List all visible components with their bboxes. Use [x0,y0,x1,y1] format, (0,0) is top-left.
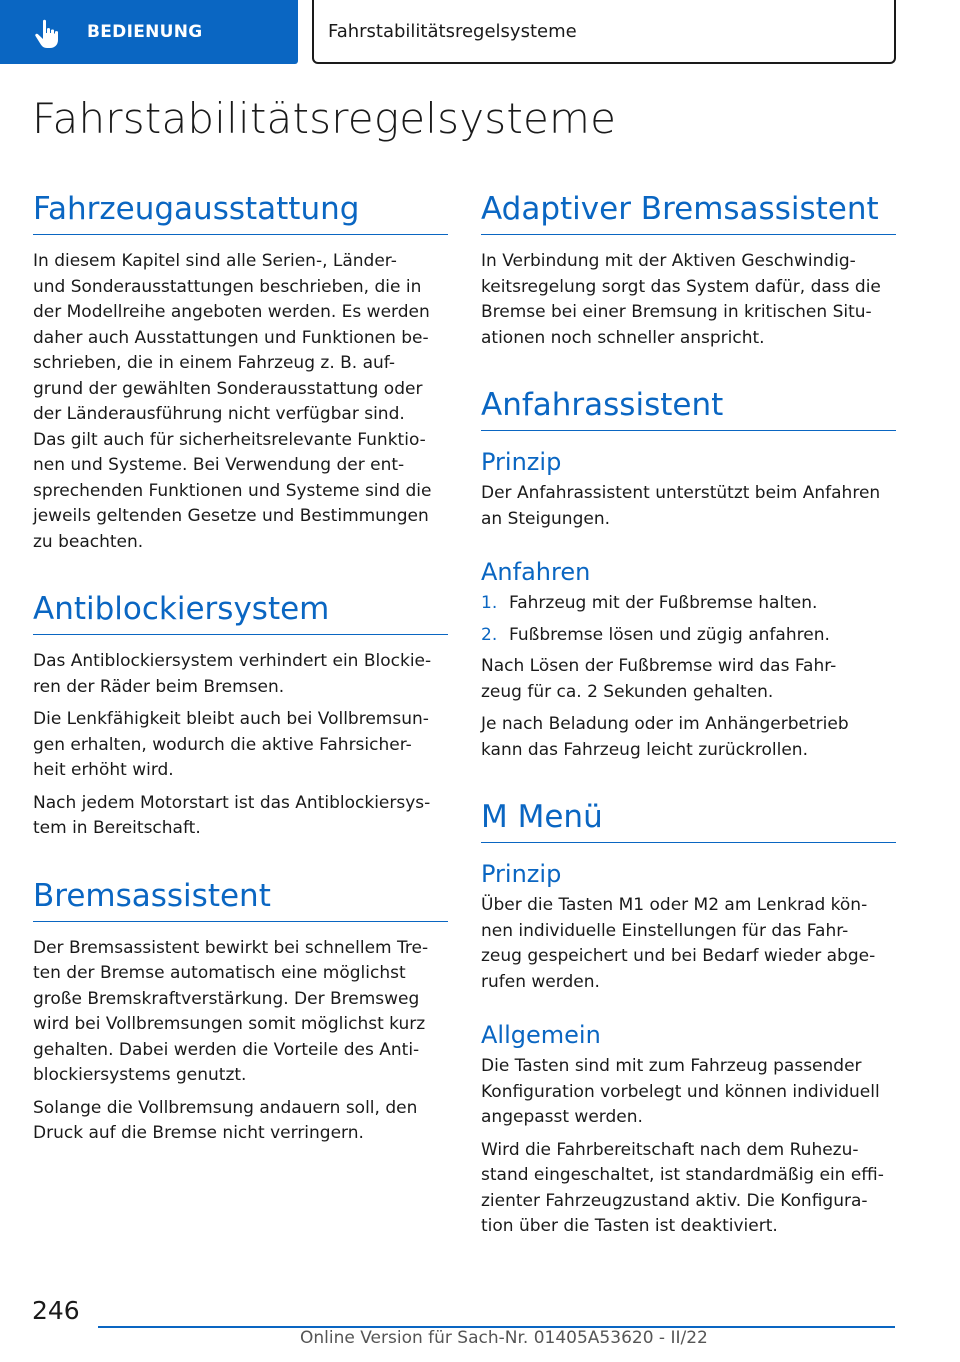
section-bremsassistent [33,873,448,1147]
paragraph: Über die Tasten M1 oder M2 am Lenkrad kön- nen individuelle Einstellungen für das Fahr- zeug gespeichert und bei Bedarf wieder abge- rufen werden. [481,895,876,992]
section-heading: Anfahrassistent [481,382,896,431]
chapter-header-label: Fahrstabilitätsregelsysteme [328,21,577,42]
step-number: 2. [481,624,498,645]
paragraph: In diesem Kapitel sind alle Serien-, Länder- und Sonderausstattungen beschrieben, die in der Modellreihe angeboten werden. Es werden daher auch Ausstattungen und Funktionen be- schrieben, die in einem Fahrzeug z. B. auf- grund der gewählten Sonderausstattung oder der Länderausführung nicht verfügbar sind. Das gilt auch für sicherheitsrelevante Funktio- nen und Systeme. Bei Verwendung der ent- sprechenden Funktionen und Systeme sind die jeweils geltenden Gesetze und Bestimmungen zu beachten. [33,251,432,552]
section-heading: Bremsassistent [33,873,448,922]
section-anfahrassistent [481,382,896,763]
paragraph: Nach Lösen der Fußbremse wird das Fahr- zeug für ca. 2 Sekunden gehalten. [481,656,837,702]
page-title: Fahrstabilitätsregelsysteme [32,94,617,143]
paragraph: Die Lenkfähigkeit bleibt auch bei Vollbremsun- gen erhalten, wodurch die aktive Fahrsicher- heit erhöht wird. [33,709,429,780]
chapter-tab-label: BEDIENUNG [87,22,203,42]
chapter-header [312,0,896,64]
section-heading: Adaptiver Bremsassistent [481,186,896,235]
section-fahrzeugausstattung [33,186,448,555]
right-column [481,186,896,1247]
page-number: 246 [32,1296,80,1325]
paragraph: Der Anfahrassistent unterstützt beim Anfahren an Steigungen. [481,483,881,529]
footer-online-version: Online Version für Sach-Nr. 01405A53620 - II/22 [300,1328,708,1348]
paragraph: Wird die Fahrbereitschaft nach dem Ruhezu- stand eingeschaltet, ist standardmäßig ein effi- zienter Fahrzeugzustand aktiv. Die Konfigura- tion über die Tasten ist deaktiviert. [481,1139,884,1236]
paragraph: Der Bremsassistent bewirkt bei schnellem Tre- ten der Bremse automatisch eine möglichst große Bremskraftverstärkung. Der Bremsweg wird bei Vollbremsungen somit möglichst kurz gehalten. Dabei werden die Vorteile des Anti- blockiersystems genutzt. [33,937,429,1085]
subsection-heading: Prinzip [481,860,562,888]
section-heading: Antiblockiersystem [33,586,448,635]
step-number: 1. [481,593,498,613]
paragraph: In Verbindung mit der Aktiven Geschwindig- keitsregelung sorgt das System dafür, dass die Bremse bei einer Bremsung in kritischen Situ- ationen noch schneller anspricht. [481,251,881,348]
section-heading: M Menü [481,794,896,843]
paragraph: Nach jedem Motorstart ist das Antiblockiersys- tem in Bereitschaft. [33,792,431,838]
chapter-tab[interactable] [0,0,298,64]
paragraph: Das Antiblockiersystem verhindert ein Blockie- ren der Räder beim Bremsen. [33,651,432,697]
list-item [481,591,896,617]
paragraph: Die Tasten sind mit zum Fahrzeug passender Konfiguration vorbelegt und können individuell angepasst werden. [481,1056,880,1127]
step-text: Fußbremse lösen und zügig anfahren. [509,624,830,645]
section-heading: Fahrzeugausstattung [33,186,448,235]
paragraph: Solange die Vollbremsung andauern soll, den Druck auf die Bremse nicht verringern. [33,1097,418,1143]
hand-pointer-icon [30,18,64,50]
list-item [481,623,896,649]
section-adaptiver-bremsassistent [481,186,896,351]
paragraph: Je nach Beladung oder im Anhängerbetrieb kann das Fahrzeug leicht zurückrollen. [481,714,849,760]
subsection-heading: Prinzip [481,448,562,476]
section-m-menu [481,794,896,1240]
subsection-heading: Allgemein [481,1021,601,1049]
section-antiblockiersystem [33,586,448,842]
left-column [33,186,448,1154]
step-text: Fahrzeug mit der Fußbremse halten. [509,593,818,613]
subsection-heading: Anfahren [481,558,591,586]
steps-list [481,591,896,648]
